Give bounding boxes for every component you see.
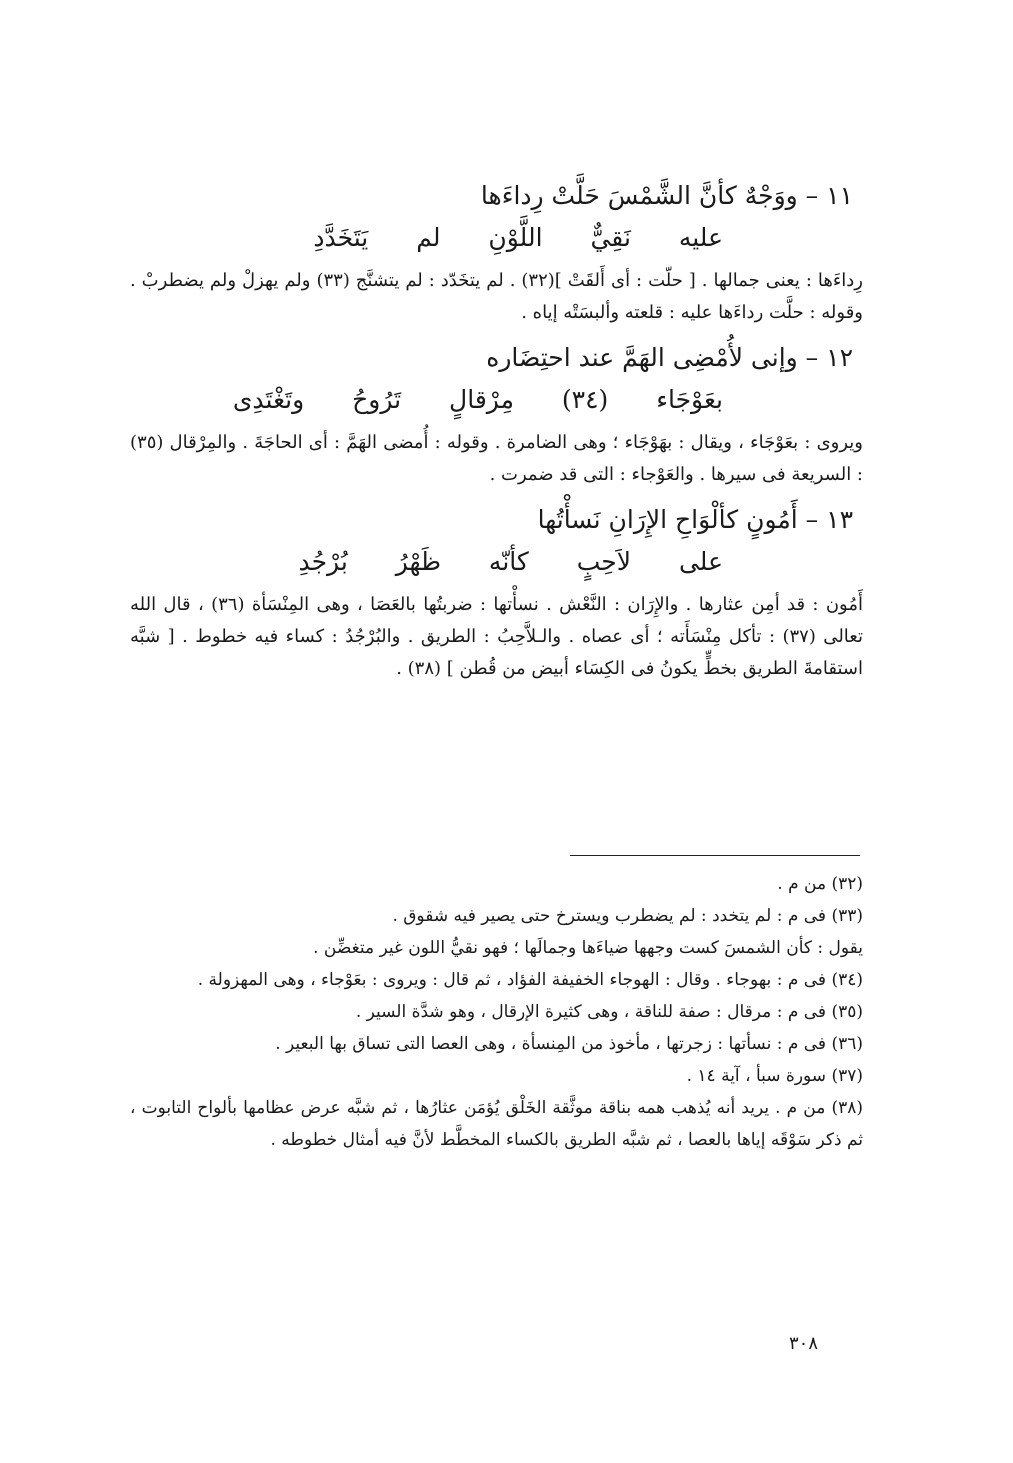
main-text: [130, 175, 863, 693]
verse-13-line-1: ١٣ – أَمُونٍ كألْوَاحِ الإِرَانِ نَسأْتُها: [537, 505, 853, 534]
footnote-38: (٣٨) من م . يريد أنه يُذهب همه بناقة موثَّقة الخَلْق يُؤمَن عثارُها ، ثم شبَّه عرض عظامها بألواح التابوت ، ثم ذكر سَوْقَه إياها بالعصا ، ثم شبَّه الطريق بالكساء المخطَّط لأنَّ فيه أمثال خطوطه .: [130, 1098, 863, 1150]
verse-12-commentary: ويروى : بعَوْجَاء ، ويقال : بهَوْجَاء ؛ وهى الضامرة . وقوله : أُمضى الهَمَّ : أى الحاجَةَ . والمِرْقال (٣٥) : السريعة فى سيرها . والعَوْجاء : التى قد ضمرت .: [130, 432, 863, 485]
footnote-separator: [570, 855, 860, 856]
footnote-35: (٣٥) فى م : مرقال : صفة للناقة ، وهى كثيرة الإرقال ، وهو شدَّة السير .: [355, 1002, 863, 1022]
verse-12-line-1: ١٢ – وإنى لأُمْضِى الهَمَّ عند احتِضَاره: [486, 343, 853, 372]
verse-11-line-2: عليه نَقِيٌّ اللَّوْنِ لم يَتَخَدَّدِ: [313, 223, 723, 252]
verse-12-line-2: بعَوْجَاء (٣٤) مِرْقالٍ تَرُوحُ وتَغْتَدِى: [232, 385, 723, 414]
verse-11-commentary: رِداءَها : يعنى جمالها . [ حلّت : أى أَلقَتْ ](٣٢) . لم يتخَدّد : لم يتشنَّج (٣٣) ولم يهزلْ ولم يضطربْ . وقوله : حلَّت رداءَها عليه : قلعته وألبسَتْه إياه .: [130, 270, 863, 323]
footnote-34: (٣٤) فى م : بهوجاء . وقال : الهوجاء الخفيفة الفؤاد ، ثم قال : ويروى : بعَوْجاء ، وهى المهزولة .: [197, 970, 863, 990]
footnote-33: (٣٣) فى م : لم يتخدد : لم يضطرب ويسترخ حتى يصير فيه شقوق .: [392, 906, 863, 926]
footnote-33-continued: يقول : كأن الشمسَ كست وجهها ضياءَها وجمالَها ؛ فهو نقيُّ اللون غير متغضِّن .: [313, 938, 863, 958]
footnote-36: (٣٦) فى م : نسأتها : زجرتها ، مأخوذ من المِنسأة ، وهى العصا التى تساق بها البعير .: [275, 1034, 863, 1054]
page-number: ٣٠٨: [788, 1333, 818, 1354]
verse-11-line-1: ١١ – ووَجْهٌ كأنَّ الشَّمْسَ حَلَّتْ رِداءَها: [480, 181, 853, 210]
verse-13-commentary: أَمُون : قد أمِن عثارها . والإِرَان : النَّعْش . نسأْتها : ضربتُها بالعَصَا ، وهى المِنْسَأة (٣٦) ، قال الله تعالى (٣٧) : تأكل مِنْسَأَته ؛ أى عصاه . والـلاَّحِبُ : الطريق . والبُرْجُدُ : كساء فيه خطوط . [ شبَّه استقامةَ الطريق بخطٍّ يكونُ فى الكِسَاء أبيض من قُطن ] (٣٨) .: [130, 594, 863, 679]
footnotes: [130, 868, 863, 1156]
footnote-32: (٣٢) من م .: [777, 874, 863, 894]
footnote-37: (٣٧) سورة سبأ ، آية ١٤ .: [686, 1066, 863, 1086]
verse-13-line-2: على لاَحِبٍ كأنّه ظَهْرُ بُرْجُدِ: [298, 547, 723, 576]
